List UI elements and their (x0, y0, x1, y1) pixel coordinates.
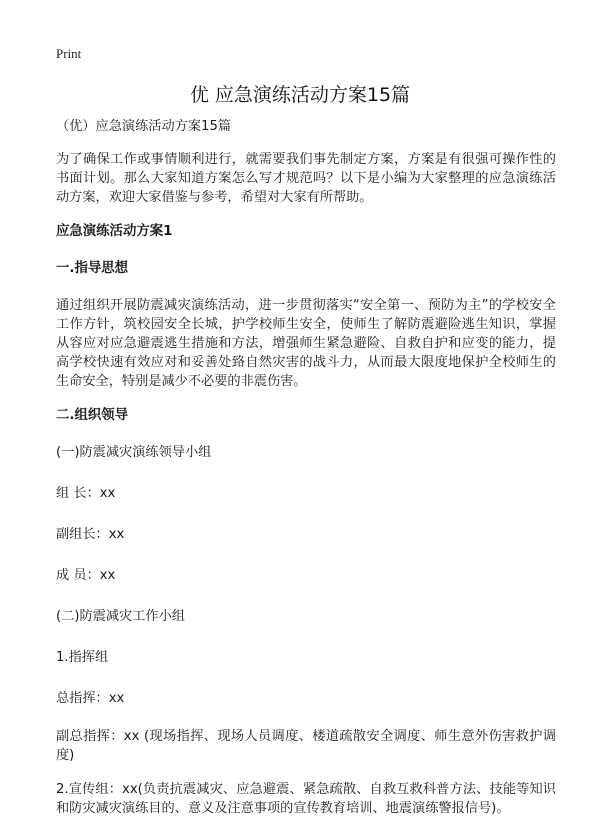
org-heading: 二.组织领导 (56, 408, 129, 423)
command-group-line: 1.指挥组 (56, 650, 109, 665)
document-subtitle: （优）应急演练活动方案15篇 (56, 119, 232, 134)
page-title: 优 应急演练活动方案15篇 (189, 84, 411, 106)
guiding-heading: 一.指导思想 (56, 261, 129, 276)
group1-title: (一)防震减灾演练领导小组 (56, 445, 212, 460)
leader-line: 组 长：xx (56, 486, 116, 501)
section-title: 应急演练活动方案1 (56, 224, 173, 239)
group2-title: (二)防震减灾工作小组 (56, 609, 185, 624)
guiding-paragraph: 通过组织开展防震减灾演练活动，进一步贯彻落实“安全第一、预防为主”的学校安全工作方针，筑校园安全长城，护学校师生安全，使师生了解防震避险逃生知识，掌握从容应对应急避震逃生措施和方法，增强师生紧急避险、自救自护和应变的能力，提高学校快速有效应对和妥善处臵自然灾害的战斗力，从而最大限度地保护全校师生的生命安全，特别是减少不必要的非震伤害。 (56, 298, 556, 389)
deputy-commander-paragraph: 副总指挥：xx (现场指挥、现场人员调度、楼道疏散安全调度、师生意外伤害救护调度) (56, 729, 556, 763)
print-link[interactable]: Print (56, 46, 82, 61)
members-line: 成 员：xx (56, 568, 116, 583)
intro-paragraph: 为了确保工作或事情顺利进行，就需要我们事先制定方案，方案是有很强可操作性的书面计划。那么大家知道方案怎么写才规范吗？以下是小编为大家整理的应急演练活动方案，欢迎大家借鉴与参考，希望对大家有所帮助。 (56, 152, 556, 205)
publicity-group-paragraph: 2.宣传组：xx(负责抗震减灾、应急避震、紧急疏散、自救互救科普方法、技能等知识和防灾减灾演练目的、意义及注意事项的宣传教育培训、地震演练警报信号)。 (56, 782, 556, 816)
chief-commander-line: 总指挥：xx (56, 691, 125, 706)
document-body (56, 117, 556, 833)
deputy-leader-line: 副组长：xx (56, 527, 125, 542)
